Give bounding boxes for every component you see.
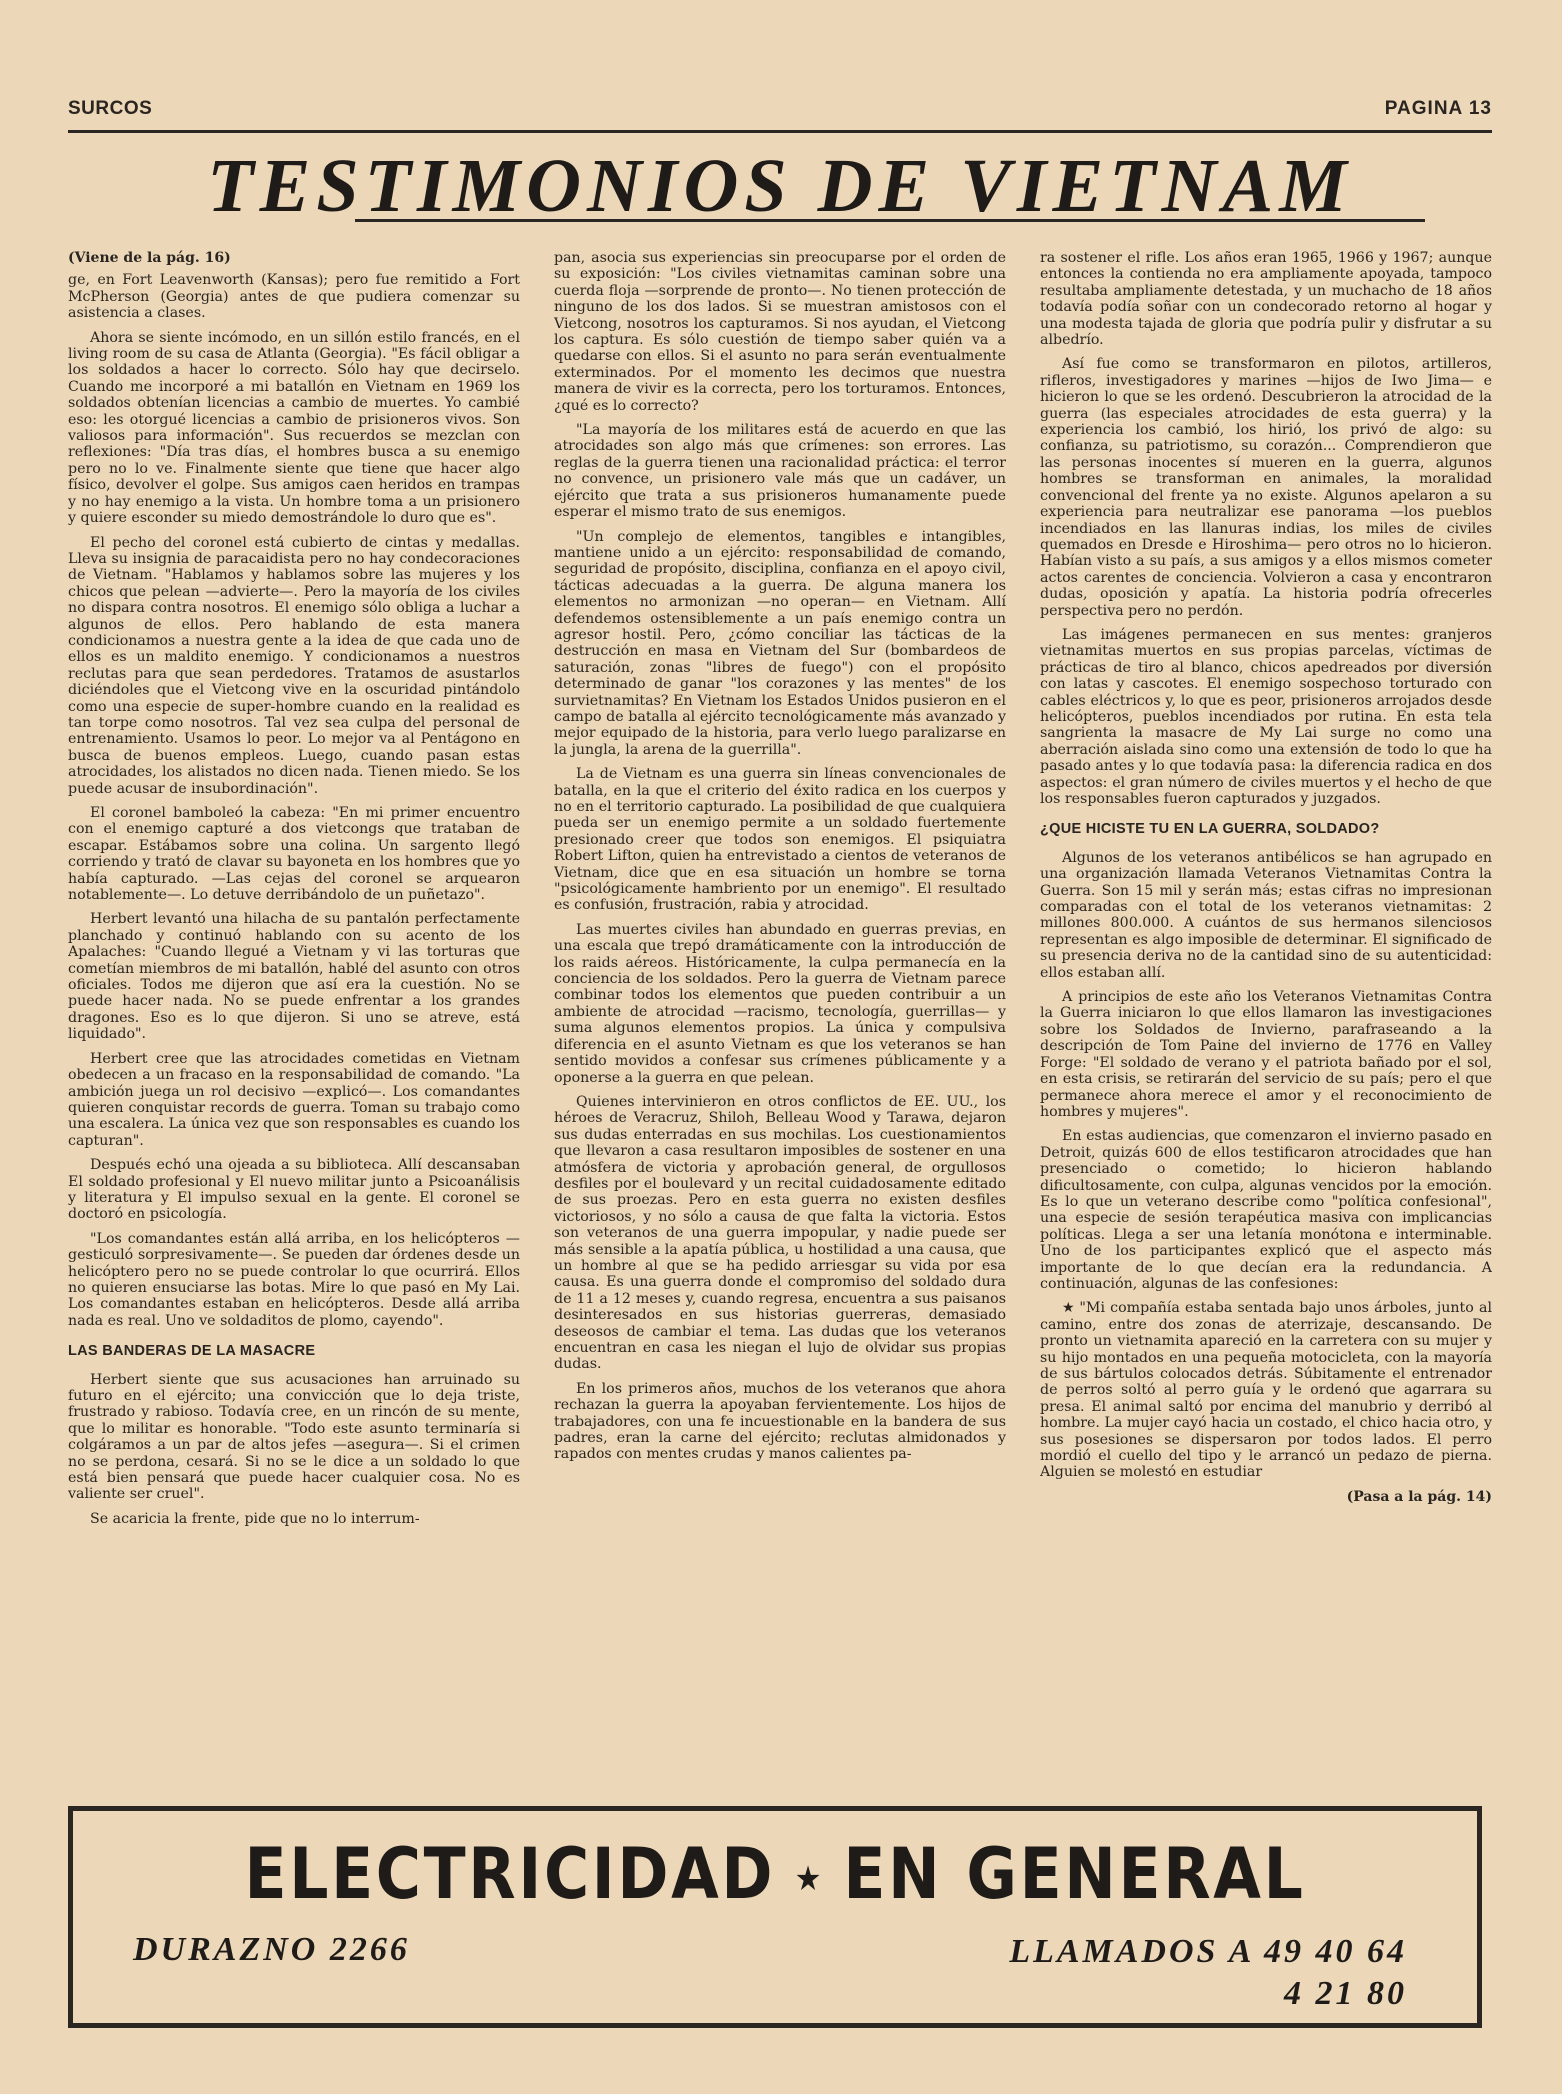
article-paragraph: En los primeros años, muchos de los veteranos que ahora rechazan la guerra la apoyaban fervientemente. Los hijos de trabajadores, con una fe incuestionable en la bandera de sus padres, eran la carne del ejército; reclutas almidonados y rapados con mentes crudas y manos calientes pa- xyxy=(554,1380,1006,1463)
ad-title-left: ELECTRICIDAD xyxy=(244,1833,776,1915)
article-paragraph: El coronel bamboleó la cabeza: "En mi primer encuentro con el enemigo capturé a dos vietcongs que trataban de escapar. Estábamos sobre una colina. Un sargento llegó corriendo y trató de clavar su bayoneta en los hombres que yo había capturado. —Las cejas del coronel se arquearon notablemente—. Lo detuve derribándolo de un puñetazo". xyxy=(68,805,520,904)
article-paragraph: ge, en Fort Leavenworth (Kansas); pero fue remitido a Fort McPherson (Georgia) antes de que pudiera comenzar su asistencia a clases. xyxy=(68,272,520,322)
star-icon: ★ xyxy=(1062,1300,1076,1317)
article-paragraph: Las imágenes permanecen en sus mentes: granjeros vietnamitas muertos en sus propias parcelas, víctimas de prácticas de tiro al blanco, chicos apedreados por diversión con latas y cascotes. El enemigo sospechoso torturado con cables eléctricos y, lo que es peor, prisioneros arrojados desde helicópteros, pueblos incendiados por rutina. En esta tela sangrienta la masacre de My Lai surge no como una aberración aislada sino como una extensión de todo lo que ha pasado antes y lo que todavía pasa: la diferencia radica en dos aspectos: el gran número de civiles muertos y el hecho de que los responsables fueron capturados y juzgados. xyxy=(1040,626,1492,807)
article-paragraph: En estas audiencias, que comenzaron el invierno pasado en Detroit, quizás 600 de ellos testificaron atrocidades que han presenciado o cometido; lo hicieron hablando dificultosamente, con culpa, algunas vencidos por la emoción. Es lo que un veterano describe como "política confesional", una especie de sesión terapéutica masiva con implicancias políticas. Llega a ser una letanía monótona e interminable. Uno de los participantes explicó que el aspecto más importante de lo que decían era la redundancia. A continuación, algunas de las confesiones: xyxy=(1040,1128,1492,1292)
publication-name: SURCOS xyxy=(68,98,153,119)
column-3 xyxy=(1040,250,1492,1788)
paragraph-text: "Mi compañía estaba sentada bajo unos árboles, junto al camino, entre dos zonas de aterrizaje, descansando. De pronto un vietnamita apareció en la carretera con su mujer y su hijo montados en una pequeña motocicleta, con la mayoría de sus bártulos colocados detrás. Súbitamente el entrenador de perros soltó al perro guía y le ordenó que agarrara su presa. El animal saltó por encima del manubrio y derribó al hombre. La mujer cayó hacia un costado, el chico hacia otro, y sus posesiones se dispersaron por todos lados. El perro mordió el cuello del tipo y le arrancó un pedazo de pierna. Alguien se molestó en estudiar xyxy=(1040,1300,1492,1481)
article-paragraph: Herbert cree que las atrocidades cometidas en Vietnam obedecen a un fracaso en la responsabilidad de comando. "La ambición juega un rol decisivo —explicó—. Los comandantes quieren conquistar records de guerra. Toman su trabajo como una escalera. La única vez que son responsables es cuando los capturan". xyxy=(68,1050,520,1149)
column-2 xyxy=(554,250,1006,1788)
article-paragraph: Se acaricia la frente, pide que no lo interrum- xyxy=(90,1510,420,1527)
article-paragraph: Ahora se siente incómodo, en un sillón estilo francés, en el living room de su casa de Atlanta (Georgia). "Es fácil obligar a los soldados a hacer lo correcto. Sólo hay que decirselo. Cuando me incorporé a mi batallón en Vietnam en 1969 los soldados obtenían licencias a cambio de muertes. Yo cambié eso: les otorgué licencias a cambio de prisioneros vivos. Son valiosos para información". Sus recuerdos se mezclan con reflexiones: "Día tras días, el hombres busca a su enemigo pero no lo ve. Finalmente siente que tiene que hacer algo físico, devolver el golpe. Sus amigos caen heridos en trampas y no hay enemigo a la vista. Un hombre toma a un prisionero y quiere esconder su miedo demostrándole lo duro que es". xyxy=(68,329,520,527)
column-1 xyxy=(68,250,520,1788)
article-paragraph: "Los comandantes están allá arriba, en los helicópteros —gesticuló sorpresivamente—. Se pueden dar órdenes desde un helicóptero pero no se puede controlar lo que ocurrirá. Ellos no quieren ensuciarse las botas. Mire lo que pasó en My Lai. Los comandantes estaban en helicópteros. Desde allá arriba nada es real. Uno ve soldaditos de plomo, cayendo". xyxy=(68,1230,520,1329)
ad-title-right: EN GENERAL xyxy=(843,1833,1306,1915)
article-body xyxy=(68,250,1492,1788)
continued-to-note: (Pasa a la pág. 14) xyxy=(1346,1488,1492,1505)
advertisement-box xyxy=(68,1806,1482,2028)
article-paragraph: Después echó una ojeada a su biblioteca. Allí descansaban El soldado profesional y El nuevo militar junto a Psicoanálisis y literatura y El impulso sexual en la gente. El coronel se doctoró en psicología. xyxy=(68,1157,520,1223)
article-paragraph xyxy=(1040,1300,1492,1480)
article-paragraph: Así fue como se transformaron en pilotos, artilleros, rifleros, investigadores y marines —hijos de Iwo Jima— e hicieron lo que se les ordenó. Descubrieron la atrocidad de la guerra (las especiales atrocidades de esta guerra) y la experiencia los cambió, los hirió, los privó de algo: su confianza, su patriotismo, su corazón... Comprendieron que las personas inocentes sí mueren en la guerra, algunos hombres se transforman en animales, la moralidad convencional del frente ya no existe. Algunos apelaron a su experiencia para neutralizar ese panorama —los pueblos incendiados en las llanuras indias, los miles de civiles quemados en Dresde e Hiroshima— pero otros no lo hicieron. Habían visto a su país, a sus amigos y a ellos mismos cometer actos carentes de conciencia. Volvieron a casa y encontraron dudas, oposición y apatía. La historia podría ofrecerles perspectiva pero no perdón. xyxy=(1040,356,1492,619)
page-number: PAGINA 13 xyxy=(1384,98,1492,119)
article-paragraph: El pecho del coronel está cubierto de cintas y medallas. Lleva su insignia de paracaidista pero no hay condecoraciones de Vietnam. "Hablamos y hablamos sobre las mujeres y los chicos que pelean —advierte—. Pero la mayoría de los civiles no dispara contra nosotros. El enemigo sólo obliga a luchar a algunos de ellos. Pero hablando de esta manera condicionamos a nuestra gente a la idea de que cada uno de ellos es un maldito enemigo. Y condicionamos a nuestros reclutas para que sean perdedores. Tratamos de asustarlos diciéndoles que el Vietcong vive en la oscuridad pintándolo como una especie de super-hombre cuando en la realidad es tan torpe como nosotros. Tal vez sea culpa del personal de entrenamiento. Usamos lo peor. Lo mejor va al Pentágono en busca de buenos empleos. Luego, cuando pasan estas atrocidades, los alistados no dicen nada. Tienen miedo. Se los puede acusar de insubordinación". xyxy=(68,534,520,797)
ad-address: DURAZNO 2266 xyxy=(133,1931,410,1968)
article-headline: TESTIMONIOS DE VIETNAM xyxy=(207,144,1353,228)
article-paragraph: Quienes intervinieron en otros conflictos de EE. UU., los héroes de Veracruz, Shiloh, Belleau Wood y Tarawa, dejaron sus dudas enterradas en sus mochilas. Los cuestionamientos que llevaron a casa resultaron imposibles de sostener en una atmósfera de victoria y aprobación general, de orgullosos desfiles por el boulevard y un recital cuidadosamente editado de sus proezas. Pero en esta guerra no existen desfiles victoriosos, y no sólo a causa de que falta la victoria. Estos son veteranos de una guerra impopular, y nadie puede ser más sensible a la apatía pública, u hostilidad a una causa, que un hombre al que se ha pedido arriesgar su vida por esa causa. Es una guerra donde el compromiso del soldado dura de 11 a 12 meses y, cuando regresa, encuentra a sus paisanos desinteresados en sus historias guerreras, demasiado deseosos de cambiar el tema. Las dudas que los veteranos encuentran en casa les niegan el lujo de olvidar sus propias dudas. xyxy=(554,1093,1006,1373)
section-heading-soldado: ¿QUE HICISTE TU EN LA GUERRA, SOLDADO? xyxy=(1040,821,1380,838)
column-2-paragraphs xyxy=(554,250,1006,1463)
article-paragraph: A principios de este año los Veteranos Vietnamitas Contra la Guerra iniciaron lo que ellos llamaron las investigaciones sobre los Soldados de Invierno, parafraseando a la descripción de Tom Paine del invierno de 1776 en Valley Forge: "El soldado de verano y el patriota bañado por el sol, en esta crisis, se retirarán del servicio de su país; pero el que permanece ahora merece el amor y el reconocimiento de hombres y mujeres". xyxy=(1040,989,1492,1120)
ad-title xyxy=(157,1829,1393,1924)
article-paragraph: "Un complejo de elementos, tangibles e intangibles, mantiene unido a un ejército: responsabilidad de comando, seguridad de propósito, disciplina, confianza en el apoyo civil, tácticas adecuadas a la guerra. De alguna manera los elementos no armonizan —no operan— en Vietnam. Allí defendemos ostensiblemente a un país enemigo contra un agresor hostil. Pero, ¿cómo conciliar las tácticas de la destrucción en masa en Vietnam del Sur (bombardeos de saturación, zonas "libres de fuego") con el propósito determinado de ganar "los corazones y las mentes" de los survietnamitas? En Vietnam los Estados Unidos pusieron en el campo de batalla al ejército tecnológicamente más avanzado y mejor equipado de la historia, para verlo luego paralizarse en la jungla, la arena de la guerrilla". xyxy=(554,528,1006,758)
column-1-paragraphs xyxy=(68,272,520,1329)
ad-phone-block xyxy=(1009,1931,1407,2015)
headline-rule xyxy=(355,219,1425,222)
article-paragraph: ra sostener el rifle. Los años eran 1965, 1966 y 1967; aunque entonces la contienda no era ampliamente apoyada, tampoco resultaba ampliamente detestada, y un muchacho de 18 años todavía podía soñar con un condecorado retorno al hogar y una modesta tajada de gloria que podría pulir y disfrutar a su albedrío. xyxy=(1040,250,1492,349)
continued-from-note: (Viene de la pág. 16) xyxy=(68,250,231,266)
article-paragraph: La de Vietnam es una guerra sin líneas convencionales de batalla, en la que el criterio del éxito radica en los cuerpos y no en el territorio capturado. La posibilidad de que cualquiera pueda ser un enemigo permite a un soldado fuertemente presionado creer que todos son enemigos. El psiquiatra Robert Lifton, quien ha entrevistado a cientos de veteranos de Vietnam, dice que en esa situación un hombre se torna "psicológicamente hambriento por un enemigo". El resultado es confusión, frustración, rabia y atrocidad. xyxy=(554,766,1006,914)
ad-phone-secondary: 4 21 80 xyxy=(1284,1975,1407,2012)
page-header xyxy=(68,98,1492,122)
column-3-paragraphs xyxy=(1040,250,1492,807)
star-icon: ★ xyxy=(794,1858,825,1899)
ad-phone-primary: LLAMADOS A 49 40 64 xyxy=(1009,1933,1407,1970)
section-heading-banderas: LAS BANDERAS DE LA MASACRE xyxy=(68,1343,316,1360)
column-3-after-paragraphs xyxy=(1040,850,1492,1481)
header-rule xyxy=(68,130,1492,133)
article-paragraph: Herbert levantó una hilacha de su pantalón perfectamente planchado y continuó hablando con su acento de los Apalaches: "Cuando llegué a Vietnam y vi las torturas que cometían miembros de mi batallón, hablé del asunto con otros oficiales. Todos me dijeron que así era la cuestión. No se puede hacer nada. No se puede enfrentar a los grandes dragones. Eso es lo que dijeron. Si uno se atreve, está liquidado". xyxy=(68,911,520,1043)
article-paragraph: pan, asocia sus experiencias sin preocuparse por el orden de su exposición: "Los civiles vietnamitas caminan sobre una cuerda floja —sorprende de pronto—. No tienen protección de ninguno de los dos lados. Si se muestran amistosos con el Vietcong, nosotros los capturamos. Si nos ayudan, el Vietcong los captura. Es sólo cuestión de tiempo saber quién va a quedarse con ellos. Si el asunto no para serán eventualmente exterminados. Por el momento les decimos que nuestra manera de vivir es la correcta, pero los torturamos. Entonces, ¿qué es lo correcto? xyxy=(554,250,1006,414)
column-1-after-paragraphs xyxy=(68,1372,520,1528)
article-paragraph: "La mayoría de los militares está de acuerdo en que las atrocidades son algo más que crímenes: son errores. Las reglas de la guerra tienen una racionalidad práctica: el terror no convence, un prisionero vale más que un cadáver, un ejército que trata a sus prisioneros humanamente puede esperar el mismo trato de sus enemigos. xyxy=(554,422,1006,521)
article-paragraph: Algunos de los veteranos antibélicos se han agrupado en una organización llamada Veteranos Vietnamitas Contra la Guerra. Son 15 mil y serán más; estas cifras no impresionan comparadas con el total de los veteranos vietnamitas: 2 millones 800.000. A cuántos de sus hermanos silenciosos representan es algo imposible de determinar. El significado de su presencia deriva no de la cantidad sino de su autenticidad: ellos estaban allí. xyxy=(1040,849,1492,981)
article-paragraph: Herbert siente que sus acusaciones han arruinado su futuro en el ejército; una convicción que lo deja triste, frustrado y rabioso. Todavía cree, en un rincón de su mente, que lo militar es honorable. "Todo este asunto terminaría si colgáramos a un par de altos jefes —asegura—. Si el crimen no se perdona, cesará. Si no se le dice a un soldado lo que está bien pensará que puede hacer cualquier cosa. No es valiente ser cruel". xyxy=(68,1371,520,1503)
article-paragraph: Las muertes civiles han abundado en guerras previas, en una escala que trepó dramáticamente con la introducción de los raids aéreos. Históricamente, la culpa permanecía en la conciencia de los soldados. Pero la guerra de Vietnam parece combinar todos los elementos que pueden contribuir a un ambiente de atrocidad —racismo, tecnología, guerrillas— y suma algunos elementos propios. La única y compulsiva diferencia en el asunto Vietnam es que los veteranos se han sentido movidos a confesar sus crímenes públicamente y a oponerse a la guerra en que pelean. xyxy=(554,921,1006,1086)
